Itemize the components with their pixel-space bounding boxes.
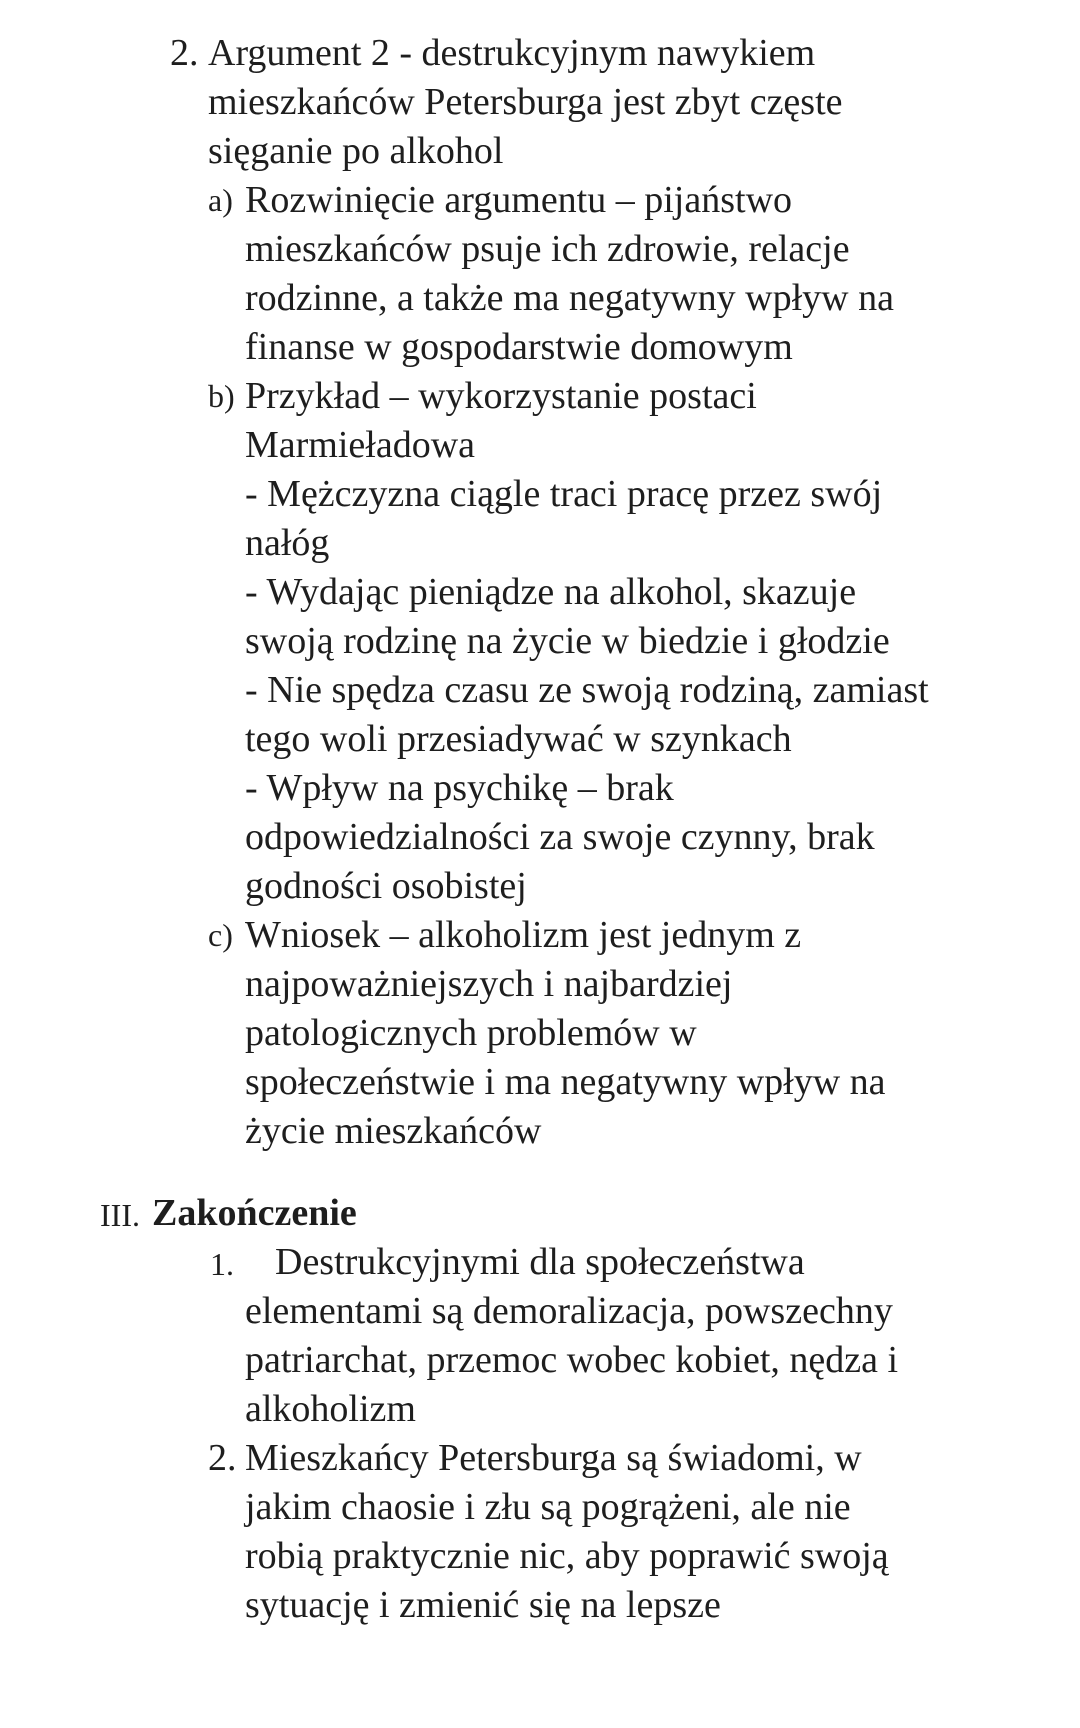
conclusion-1-line-2 [0, 1287, 1080, 1335]
conclusion-1-text: Destrukcyjnymi dla społeczeństwa [275, 1241, 805, 1283]
conclusion-2-line-4 [0, 1581, 1080, 1629]
conclusion-1-text: alkoholizm [245, 1388, 416, 1430]
argument-2-marker: 2. [170, 32, 199, 74]
sub-a-marker: a) [208, 182, 233, 218]
conclusion-2-text: robią praktycznie nic, aby poprawić swoją [245, 1535, 889, 1577]
sub-c-line-5 [0, 1107, 1080, 1155]
sub-b-text: - Nie spędza czasu ze swoją rodziną, zamiast [245, 669, 929, 711]
conclusion-2-text: sytuację i zmienić się na lepsze [245, 1584, 721, 1626]
conclusion-2-text: jakim chaosie i złu są pogrążeni, ale nie [245, 1486, 851, 1528]
sub-a-text: mieszkańców psuje ich zdrowie, relacje [245, 228, 850, 270]
argument-2-line-2 [0, 78, 1080, 126]
sub-b-text: Przykład – wykorzystanie postaci [245, 375, 757, 417]
sub-b-line-6 [0, 617, 1080, 665]
sub-b-line-2 [0, 421, 1080, 469]
conclusion-2-line-2 [0, 1483, 1080, 1531]
sub-a-line-2 [0, 225, 1080, 273]
sub-a-text: Rozwinięcie argumentu – pijaństwo [245, 179, 793, 221]
argument-2-text: Argument 2 - destrukcyjnym nawykiem [208, 32, 816, 74]
sub-a-line-4 [0, 323, 1080, 371]
sub-c-line-4 [0, 1058, 1080, 1106]
sub-b-line-5 [0, 568, 1080, 616]
sub-b-line-11 [0, 862, 1080, 910]
conclusion-1-line-4 [0, 1385, 1080, 1433]
sub-a-text: finanse w gospodarstwie domowym [245, 326, 793, 368]
argument-2-line-1 [0, 29, 1080, 77]
sub-c-text: społeczeństwie i ma negatywny wpływ na [245, 1061, 886, 1103]
conclusion-1-line-3 [0, 1336, 1080, 1384]
argument-2-text: sięganie po alkohol [208, 130, 504, 172]
sub-b-line-4 [0, 519, 1080, 567]
section-heading [0, 1189, 1080, 1237]
sub-c-text: życie mieszkańców [245, 1110, 542, 1152]
sub-b-text: godności osobistej [245, 865, 527, 907]
sub-b-line-3 [0, 470, 1080, 518]
sub-b-text: nałóg [245, 522, 330, 564]
conclusion-2-line-1 [0, 1434, 1080, 1482]
sub-c-line-3 [0, 1009, 1080, 1057]
sub-b-text: - Wpływ na psychikę – brak [245, 767, 674, 809]
section-title: Zakończenie [152, 1192, 357, 1234]
conclusion-2-line-3 [0, 1532, 1080, 1580]
conclusion-1-line-1 [0, 1238, 1080, 1286]
sub-b-line-7 [0, 666, 1080, 714]
sub-b-line-10 [0, 813, 1080, 861]
section-marker: III. [100, 1197, 140, 1233]
sub-b-text: - Mężczyzna ciągle traci pracę przez swój [245, 473, 883, 515]
sub-c-text: najpoważniejszych i najbardziej [245, 963, 733, 1005]
sub-c-text: patologicznych problemów w [245, 1012, 697, 1054]
sub-a-line-3 [0, 274, 1080, 322]
sub-b-marker: b) [208, 378, 235, 414]
sub-b-text: Marmieładowa [245, 424, 476, 466]
sub-b-text: tego woli przesiadywać w szynkach [245, 718, 792, 760]
sub-b-line-1 [0, 372, 1080, 420]
sub-b-text: - Wydając pieniądze na alkohol, skazuje [245, 571, 857, 613]
conclusion-1-text: elementami są demoralizacja, powszechny [245, 1290, 893, 1332]
conclusion-2-text: Mieszkańcy Petersburga są świadomi, w [245, 1437, 862, 1479]
sub-c-marker: c) [208, 917, 233, 953]
conclusion-1-text: patriarchat, przemoc wobec kobiet, nędza i [245, 1339, 899, 1381]
sub-b-line-9 [0, 764, 1080, 812]
sub-b-line-8 [0, 715, 1080, 763]
sub-a-text: rodzinne, a także ma negatywny wpływ na [245, 277, 894, 319]
sub-a-line-1 [0, 176, 1080, 224]
sub-b-text: swoją rodzinę na życie w biedzie i głodzie [245, 620, 890, 662]
sub-c-line-1 [0, 911, 1080, 959]
conclusion-1-marker: 1. [210, 1246, 234, 1282]
sub-c-line-2 [0, 960, 1080, 1008]
sub-c-text: Wniosek – alkoholizm jest jednym z [245, 914, 802, 956]
conclusion-2-marker: 2. [208, 1437, 237, 1479]
argument-2-text: mieszkańców Petersburga jest zbyt częste [208, 81, 843, 123]
sub-b-text: odpowiedzialności za swoje czynny, brak [245, 816, 875, 858]
argument-2-line-3 [0, 127, 1080, 175]
